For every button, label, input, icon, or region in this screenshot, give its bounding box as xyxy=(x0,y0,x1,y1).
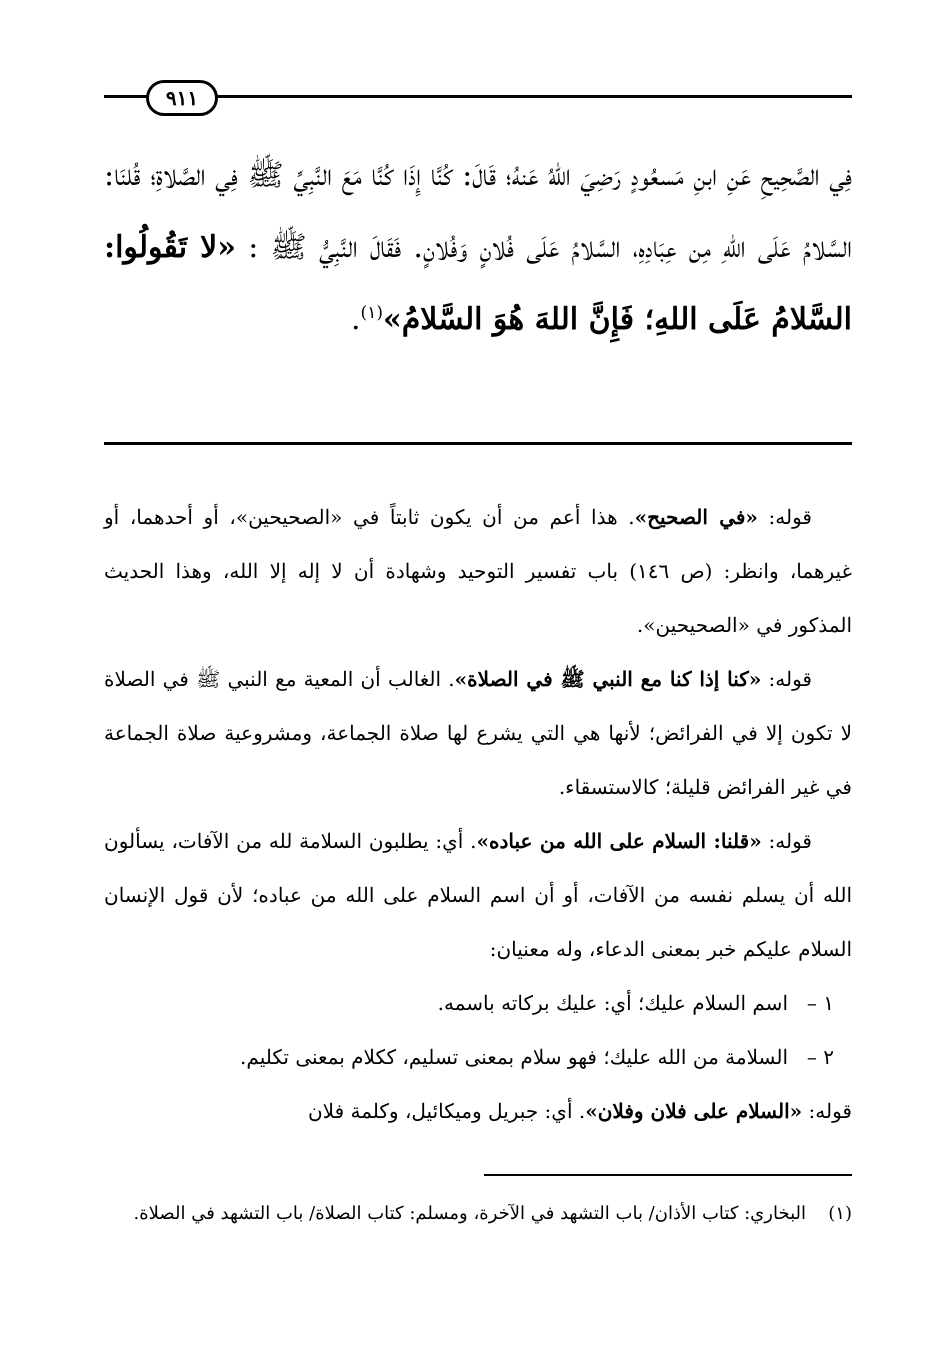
list-item xyxy=(104,1030,852,1084)
footnote-reference: (١) xyxy=(360,303,383,323)
list-item-number: ٢ – xyxy=(806,1045,834,1069)
section-divider xyxy=(104,442,852,445)
main-text xyxy=(104,140,852,356)
list-item-text: السلامة من الله عليك؛ فهو سلام بمعنى تسليم، ككلام بمعنى تكليم. xyxy=(240,1045,788,1069)
footnote-number: (١) xyxy=(828,1203,852,1224)
paragraph-text: . هذا أعم من أن يكون ثابتاً في «الصحيحين»، أو أحدهما، أو غيرهما، وانظر: (ص ١٤٦) باب تفسير التوحيد وشهادة أن لا إله إلا الله، وهذا الحديث المذكور في «الصحيحين». xyxy=(104,505,853,637)
list-item-text: اسم السلام عليك؛ أي: عليك بركاته باسمه. xyxy=(437,991,788,1015)
list-item xyxy=(104,976,852,1030)
paragraph-text: . أي: يطلبون السلامة لله من الآفات، يسألون الله أن يسلم نفسه من الآفات، أو أن اسم السلام على الله من عباده؛ لأن قول الإنسان السلام عليكم خبر بمعنى الدعاء، وله معنيان: xyxy=(104,829,852,961)
page-number: ٩١١ xyxy=(146,80,218,116)
paragraph-quote: «السلام على فلان وفلان» xyxy=(585,1099,803,1123)
paragraph-text: . أي: جبريل وميكائيل، وكلمة فلان xyxy=(307,1099,586,1123)
paragraph-quote: «كنا إذا كنا مع النبي ﷺ في الصلاة» xyxy=(454,667,762,691)
hadith-quote: «لا تَقُولُوا: السَّلامُ عَلَى اللهِ؛ فَإِنَّ اللهَ هُوَ السَّلامُ» xyxy=(104,230,852,337)
footnote xyxy=(104,1192,852,1236)
commentary-paragraph xyxy=(104,652,852,814)
paragraph-text: . الغالب أن المعية مع النبي ﷺ في الصلاة لا تكون إلا في الفرائض؛ لأنها هي التي يشرع لها صلاة الجماعة، ومشروعية صلاة الجماعة في غير الفرائض قليلة؛ كالاستسقاء. xyxy=(104,667,852,799)
list-item-number: ١ – xyxy=(806,991,834,1015)
commentary xyxy=(104,490,852,1138)
page-header xyxy=(104,80,852,116)
main-end: . xyxy=(351,302,361,337)
commentary-paragraph xyxy=(104,814,852,976)
paragraph-quote: «في الصحيح» xyxy=(634,505,758,529)
footnote-rule xyxy=(484,1174,852,1176)
main-intro: فِي الصَّحِيحِ عَنِ ابنِ مَسعُودٍ رَضِيَ اللهُ عَنهُ؛ قَالَ: كُنَّا إِذَا كُنَّا مَعَ النَّبِيِّ ﷺ فِي الصَّلاةِ؛ قُلنَا: السَّلامُ عَلَى اللهِ مِن عِبَادِهِ، السَّلامُ عَلَى فُلانٍ وَفُلانٍ. فَقَالَ النَّبِيُّ ﷺ : xyxy=(104,158,853,265)
paragraph-quote: «قلنا: السلام على الله من عباده» xyxy=(476,829,762,853)
paragraph-lead: قوله: xyxy=(757,505,812,529)
paragraph-lead: قوله: xyxy=(761,667,812,691)
footnote-text: البخاري: كتاب الأذان/ باب التشهد في الآخرة، ومسلم: كتاب الصلاة/ باب التشهد في الصلاة. xyxy=(133,1203,806,1224)
paragraph-lead: قوله: xyxy=(761,829,812,853)
paragraph-lead: قوله: xyxy=(802,1099,852,1123)
commentary-paragraph xyxy=(104,490,852,652)
commentary-paragraph xyxy=(104,1084,852,1138)
